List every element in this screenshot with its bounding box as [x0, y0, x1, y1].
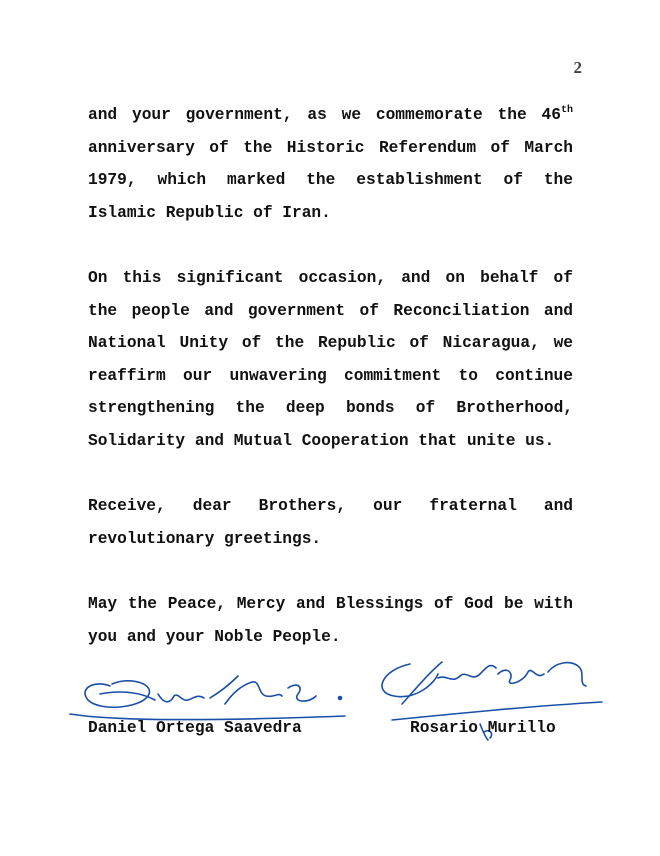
signer-name-right: Rosario Murillo [410, 719, 556, 737]
paragraph-text: and your government, as we commemorate the 46 [88, 106, 561, 124]
paragraph-greetings [88, 490, 573, 555]
paragraph-text: Receive, dear Brothers, our fraternal and revolutionary greetings. [88, 497, 573, 548]
paragraph-commitment [88, 262, 573, 458]
paragraph-text: May the Peace, Mercy and Blessings of God be with you and your Noble People. [88, 595, 573, 646]
page-number: 2 [573, 58, 582, 77]
paragraph-commemoration [88, 99, 573, 229]
ordinal-suffix: th [560, 105, 573, 116]
paragraph-text: On this significant occasion, and on behalf of the people and government of Reconciliation and National Unity of the Republic of Nicaragua, we reaffirm our unwavering commitment to continue strengthening the deep bonds of Brotherhood, Solidarity and Mutual Cooperation that unite us. [88, 269, 573, 450]
paragraph-text: anniversary of the Historic Referendum of March 1979, which marked the establishment of the Islamic Republic of Iran. [88, 138, 573, 222]
signer-name-left: Daniel Ortega Saavedra [88, 719, 302, 737]
signature-daniel-ortega [60, 664, 360, 724]
